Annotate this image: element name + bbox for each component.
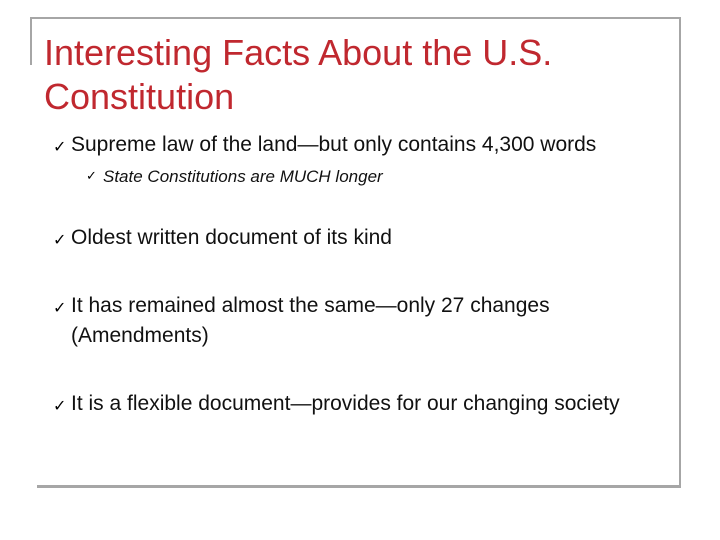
frame-left-rule <box>30 17 32 65</box>
bullet-text: Supreme law of the land—but only contains 4,300 words <box>71 133 597 156</box>
check-icon: ✓ <box>53 230 67 249</box>
frame-right-rule <box>679 17 681 485</box>
check-icon: ✓ <box>53 298 67 317</box>
check-icon: ✓ <box>86 169 97 184</box>
bullet-text: It has remained almost the same—only 27 changes (Amendments) <box>71 294 550 347</box>
check-icon: ✓ <box>53 396 67 415</box>
bullet-text: Oldest written document of its kind <box>71 226 392 249</box>
slide-title: Interesting Facts About the U.S. Constitution <box>44 32 553 117</box>
frame-bottom-rule <box>37 485 681 488</box>
sub-bullet-text: State Constitutions are MUCH longer <box>103 167 383 186</box>
bullet-text: It is a flexible document—provides for our changing society <box>71 392 620 415</box>
check-icon: ✓ <box>53 137 67 156</box>
frame-top-rule <box>30 17 680 19</box>
